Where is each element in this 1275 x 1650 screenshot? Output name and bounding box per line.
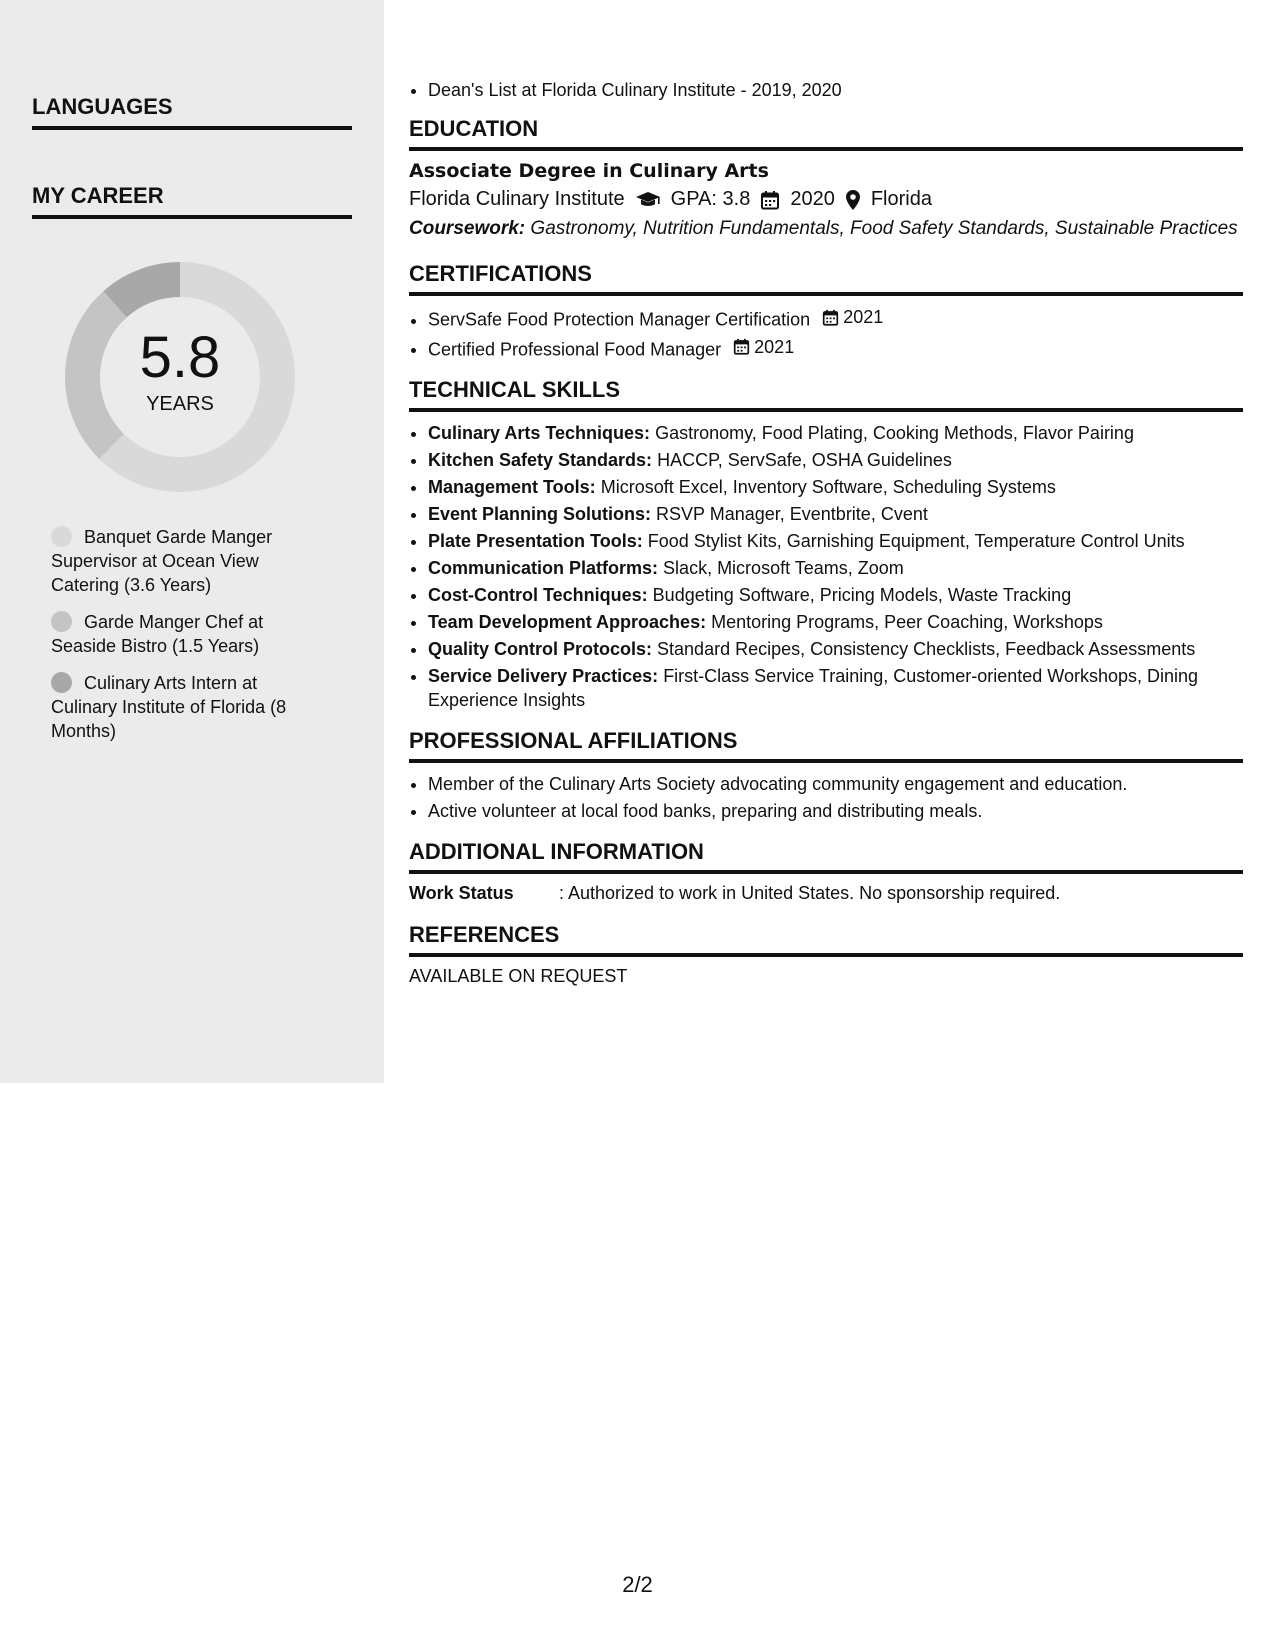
calendar-icon	[760, 190, 780, 210]
certifications-title: CERTIFICATIONS	[409, 261, 1243, 296]
certification-year: 2021	[843, 307, 884, 327]
skill-label: Plate Presentation Tools:	[428, 531, 643, 551]
skill-label: Culinary Arts Techniques:	[428, 423, 651, 443]
affiliation-item: • Active volunteer at local food banks, preparing and distributing meals.	[428, 799, 1243, 823]
coursework	[409, 217, 1243, 241]
skill-label: Service Delivery Practices:	[428, 666, 659, 686]
additional-info-section	[409, 839, 1243, 904]
skill-item	[428, 664, 1243, 712]
skill-label: Quality Control Protocols:	[428, 639, 653, 659]
skill-label: Communication Platforms:	[428, 558, 659, 578]
affiliations-title: PROFESSIONAL AFFILIATIONS	[409, 728, 1243, 763]
career-item-text: Banquet Garde Manger Supervisor at Ocean View Catering (3.6 Years)	[51, 527, 273, 595]
affiliations-section	[409, 728, 1243, 823]
certification-item	[428, 335, 1243, 362]
school-name: Florida Culinary Institute	[409, 188, 625, 210]
technical-skills-title: TECHNICAL SKILLS	[409, 377, 1243, 412]
references-section	[409, 922, 1243, 987]
certification-name: ServSafe Food Protection Manager Certification	[428, 309, 811, 330]
additional-info-title: ADDITIONAL INFORMATION	[409, 839, 1243, 874]
total-years-unit: YEARS	[146, 392, 214, 415]
skill-value: Standard Recipes, Consistency Checklists, Feedback Assessments	[657, 639, 1196, 659]
skill-value: First-Class Service Training, Customer-oriented Workshops, Dining Experience Insights	[428, 666, 1199, 710]
donut-center	[65, 262, 295, 492]
work-status-row	[409, 883, 1243, 904]
total-years-value: 5.8	[139, 324, 221, 390]
certification-year: 2021	[754, 336, 795, 357]
skill-item	[428, 610, 1243, 634]
degree-title: Associate Degree in Culinary Arts	[409, 160, 769, 182]
skill-item	[428, 448, 1243, 472]
career-list	[51, 525, 321, 756]
main-content	[409, 78, 1243, 987]
skill-value: HACCP, ServSafe, OSHA Guidelines	[657, 450, 952, 470]
skill-value: Gastronomy, Food Plating, Cooking Methods, Flavor Pairing	[655, 423, 1134, 443]
certification-date	[822, 305, 883, 329]
skill-value: Budgeting Software, Pricing Models, Waste Tracking	[652, 585, 1072, 605]
education-details	[409, 188, 1243, 211]
work-status-label: Work Status	[409, 883, 514, 903]
career-legend-dot	[51, 672, 72, 693]
skill-value: Microsoft Excel, Inventory Software, Scheduling Systems	[600, 477, 1056, 497]
calendar-icon	[733, 338, 750, 355]
skill-item	[428, 529, 1243, 553]
education-title: EDUCATION	[409, 116, 1243, 151]
skill-value: Mentoring Programs, Peer Coaching, Workshops	[711, 612, 1103, 632]
skill-label: Team Development Approaches:	[428, 612, 707, 632]
career-item	[51, 610, 321, 658]
skill-label: Management Tools:	[428, 477, 596, 497]
career-item	[51, 671, 321, 743]
skill-item	[428, 475, 1243, 499]
technical-skills-list	[409, 421, 1243, 712]
skill-label: Kitchen Safety Standards:	[428, 450, 653, 470]
education-location: Florida	[870, 188, 932, 210]
work-status-value: : Authorized to work in United States. No sponsorship required.	[559, 883, 1061, 903]
affiliation-item: • Member of the Culinary Arts Society advocating community engagement and education.	[428, 772, 1243, 796]
graduation-year: 2020	[790, 188, 835, 210]
affiliations-list	[409, 772, 1243, 823]
skill-item	[428, 502, 1243, 526]
skill-value: Slack, Microsoft Teams, Zoom	[663, 558, 904, 578]
references-text: AVAILABLE ON REQUEST	[409, 966, 628, 986]
certifications-list	[409, 305, 1243, 361]
honors-list	[409, 78, 1243, 102]
sidebar	[0, 0, 384, 1083]
career-item-text: Culinary Arts Intern at Culinary Institute of Florida (8 Months)	[51, 673, 287, 741]
location-pin-icon	[845, 189, 861, 211]
skill-value: Food Stylist Kits, Garnishing Equipment, Temperature Control Units	[647, 531, 1185, 551]
career-heading: MY CAREER	[32, 183, 352, 219]
page-number: 2/2	[622, 1572, 653, 1597]
skill-item	[428, 583, 1243, 607]
coursework-label: Coursework:	[409, 218, 526, 239]
skill-label: Cost-Control Techniques:	[428, 585, 648, 605]
graduation-cap-icon	[635, 190, 661, 210]
coursework-text: Gastronomy, Nutrition Fundamentals, Food Safety Standards, Sustainable Practices	[530, 218, 1238, 239]
career-item	[51, 525, 321, 597]
skill-value: RSVP Manager, Eventbrite, Cvent	[656, 504, 928, 524]
career-legend-dot	[51, 526, 72, 547]
education-section	[409, 116, 1243, 241]
languages-heading: LANGUAGES	[32, 94, 352, 130]
career-item-text: Garde Manger Chef at Seaside Bistro (1.5 Years)	[51, 612, 264, 656]
honor-item: • Dean's List at Florida Culinary Institute - 2019, 2020	[428, 78, 1243, 102]
skill-label: Event Planning Solutions:	[428, 504, 652, 524]
certification-name: Certified Professional Food Manager	[428, 339, 722, 359]
references-title: REFERENCES	[409, 922, 1243, 957]
certifications-section	[409, 261, 1243, 361]
skill-item	[428, 637, 1243, 661]
certification-date	[733, 335, 794, 359]
calendar-icon	[822, 309, 839, 326]
career-donut-chart	[65, 262, 295, 492]
career-legend-dot	[51, 611, 72, 632]
skill-item	[428, 421, 1243, 445]
certification-item	[428, 305, 1243, 332]
gpa: GPA: 3.8	[670, 188, 751, 210]
skill-item	[428, 556, 1243, 580]
technical-skills-section	[409, 377, 1243, 712]
